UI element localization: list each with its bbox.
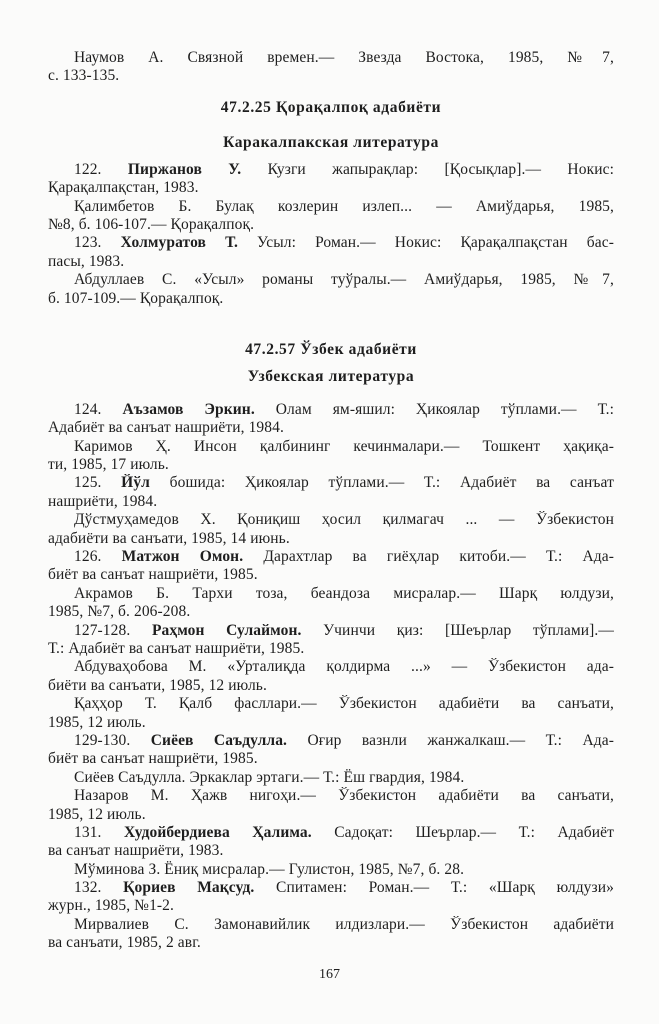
entry-author: Матжон Омон. — [121, 548, 244, 566]
entry-number: 127-128. — [74, 621, 131, 639]
review-entry — [48, 49, 614, 86]
entry-line — [48, 216, 614, 234]
entry-author: Қориев Мақсуд. — [123, 879, 255, 897]
entry-line — [48, 474, 614, 492]
entry-text: бошида: Ҳикоялар тўплами.— Т.: Адабиёт ва санъат — [169, 474, 614, 492]
entry-number: 126. — [74, 548, 102, 566]
review-entry — [48, 695, 614, 732]
entry-line — [48, 290, 614, 308]
entry-text: адабиёти ва санъати, 1985, 14 июнь. — [48, 529, 290, 547]
entry-text: Кузги жапырақлар: [Қосықлар].— Нокис: — [267, 160, 614, 178]
entry-author: Сиёев Саъдулла. — [150, 731, 288, 749]
entry-text: журн., 1985, №1-2. — [48, 897, 175, 915]
entry-line — [48, 161, 614, 179]
entry-author: Пиржанов У. — [127, 160, 242, 178]
entry-line — [48, 695, 614, 713]
review-entry — [48, 585, 614, 622]
entry-number: 123. — [74, 234, 102, 252]
entry-text: Спитамен: Роман.— Т.: «Шарқ юлдузи» — [276, 879, 614, 897]
review-entry — [48, 769, 614, 787]
entry-text: ти, 1985, 17 июль. — [48, 456, 169, 474]
section-subheading: Узбекская литература — [247, 367, 415, 385]
entry-number: 124. — [74, 400, 102, 418]
entry-text: Акрамов Б. Тархи тоза, беандоза мисралар.— Шарқ юлдузи, — [74, 584, 614, 602]
entry-text: Т.: Адабиёт ва санъат нашриёти, 1985. — [48, 639, 305, 657]
entry-line — [48, 897, 614, 915]
review-entry — [48, 438, 614, 475]
entry-line — [48, 456, 614, 474]
entry-line — [48, 253, 614, 271]
bibliography-entry — [48, 401, 614, 438]
section-subheading: Каракалпакская литература — [223, 133, 439, 151]
entry-text: Мирвалиев С. Замонавийлик илдизлари.— Ўзбекистон адабиёти — [74, 915, 614, 933]
bibliography-entry — [48, 474, 614, 511]
entry-text: ва санъати, 1985, 2 авг. — [48, 934, 201, 952]
entry-line — [48, 67, 614, 85]
entry-text: Оғир вазнли жанжалкаш.— Т.: Ада- — [307, 731, 614, 749]
entry-text: №8, б. 106-107.— Қорақалпоқ. — [48, 215, 255, 233]
entry-text: Абдуваҳобова М. «Урталиқда қолдирма ...» — Ўзбекистон ада- — [74, 658, 614, 676]
entry-line — [48, 49, 614, 67]
bibliography-entry — [48, 622, 614, 659]
review-entry — [48, 916, 614, 953]
entry-text: Қалимбетов Б. Булақ козлерин излеп... — Амиўдарья, 1985, — [74, 197, 614, 215]
entry-text: Наумов А. Связной времен.— Звезда Востока, 1985, №7, — [74, 49, 614, 66]
entry-text: нашриёти, 1984. — [48, 492, 158, 510]
review-entry — [48, 861, 614, 879]
entry-line — [48, 438, 614, 456]
entry-text: Абдуллаев С. «Усыл» романы туўралы.— Амиўдарья, 1985, №7, — [74, 271, 614, 289]
bibliography-entry — [48, 824, 614, 861]
entry-text: б. 107-109.— Қорақалпоқ. — [48, 289, 224, 307]
entry-author: Йўл — [121, 474, 150, 492]
entry-text: биёт ва санъат нашриёти, 1985. — [48, 750, 258, 768]
entry-line — [48, 511, 614, 529]
entry-author: Холмуратов Т. — [120, 234, 238, 252]
entry-line — [48, 732, 614, 750]
entry-author: Раҳмон Сулаймон. — [151, 621, 302, 639]
entry-line — [48, 714, 614, 732]
entry-line — [48, 769, 614, 787]
entry-line — [48, 677, 614, 695]
entry-line — [48, 271, 614, 289]
entry-line — [48, 861, 614, 879]
bibliography-entry — [48, 879, 614, 916]
review-entry — [48, 787, 614, 824]
entry-line — [48, 806, 614, 824]
page-number: 167 — [319, 967, 340, 982]
entry-number: 129-130. — [74, 731, 131, 749]
entry-line — [48, 530, 614, 548]
review-entry — [48, 198, 614, 235]
entry-line — [48, 198, 614, 216]
entry-number: 131. — [74, 823, 102, 841]
entry-text: 1985, №7, б. 206-208. — [48, 603, 191, 621]
entry-text: ва санъат нашриёти, 1983. — [48, 842, 224, 860]
entry-line — [48, 842, 614, 860]
entry-text: Адабиёт ва санъат нашриёти, 1984. — [48, 419, 284, 437]
bibliography-entry — [48, 548, 614, 585]
entry-text: 1985, 12 июль. — [48, 805, 146, 823]
entry-line — [48, 622, 614, 640]
entry-text: Учинчи қиз: [Шеърлар тўплами].— — [323, 621, 614, 639]
entry-text: с. 133-135. — [48, 67, 120, 85]
entry-text: пасы, 1983. — [48, 252, 125, 270]
entry-text: Олам ям-яшил: Ҳикоялар тўплами.— Т.: — [275, 400, 614, 418]
entry-line — [48, 916, 614, 934]
entry-number: 132. — [74, 879, 102, 897]
entry-line — [48, 548, 614, 566]
entry-author: Аъзамов Эркин. — [122, 400, 255, 418]
entry-text: Сиёев Саъдулла. Эркаклар эртаги.— Т.: Ёш гвардия, 1984. — [74, 768, 465, 786]
entry-line — [48, 658, 614, 676]
entry-text: 1985, 12 июль. — [48, 713, 146, 731]
section-heading: 47.2.25 Қорақалпоқ адабиёти — [220, 98, 442, 116]
entry-number: 122. — [74, 160, 102, 178]
review-entry — [48, 511, 614, 548]
entry-text: Мўминова З. Ёниқ мисралар.— Гулистон, 1985, №7, б. 28. — [74, 860, 465, 878]
entry-line — [48, 824, 614, 842]
entry-text: Қарақалпақстан, 1983. — [48, 179, 199, 197]
entry-text: Усыл: Роман.— Нокис: Қарақалпақстан бас- — [257, 234, 614, 252]
bibliography-entry — [48, 234, 614, 271]
review-entry — [48, 271, 614, 308]
entry-text: биёт ва санъат нашриёти, 1985. — [48, 566, 258, 584]
entry-text: Дарахтлар ва гиёҳлар китоби.— Т.: Ада- — [263, 548, 614, 566]
bibliography-entry — [48, 732, 614, 769]
entry-line — [48, 401, 614, 419]
entry-line — [48, 603, 614, 621]
entry-line — [48, 640, 614, 658]
entry-line — [48, 493, 614, 511]
entry-line — [48, 419, 614, 437]
entry-line — [48, 879, 614, 897]
entry-text: Каримов Ҳ. Инсон қалбининг кечинмалари.— Тошкент ҳақиқа- — [74, 437, 614, 455]
entry-line — [48, 566, 614, 584]
entry-line — [48, 787, 614, 805]
section-heading: 47.2.57 Ўзбек адабиёти — [245, 340, 417, 358]
review-entry — [48, 658, 614, 695]
entry-text: Садоқат: Шеърлар.— Т.: Адабиёт — [334, 823, 614, 841]
entry-line — [48, 234, 614, 252]
entry-text: Назаров М. Ҳажв нигоҳи.— Ўзбекистон адабиёти ва санъати, — [74, 787, 614, 805]
entry-number: 125. — [74, 474, 102, 492]
entry-line — [48, 179, 614, 197]
entry-author: Худойбердиева Ҳалима. — [124, 823, 312, 841]
entry-line — [48, 585, 614, 603]
bibliography-entry — [48, 161, 614, 198]
entry-line — [48, 934, 614, 952]
entry-text: Дўстмуҳамедов Х. Қониқиш ҳосил қилмагач ... — Ўзбекистон — [74, 511, 614, 529]
entry-text: Қаҳҳор Т. Қалб фасллари.— Ўзбекистон адабиёти ва санъати, — [74, 695, 614, 713]
bibliography-content — [48, 49, 614, 953]
entry-text: биёти ва санъати, 1985, 12 июль. — [48, 676, 267, 694]
entry-line — [48, 750, 614, 768]
